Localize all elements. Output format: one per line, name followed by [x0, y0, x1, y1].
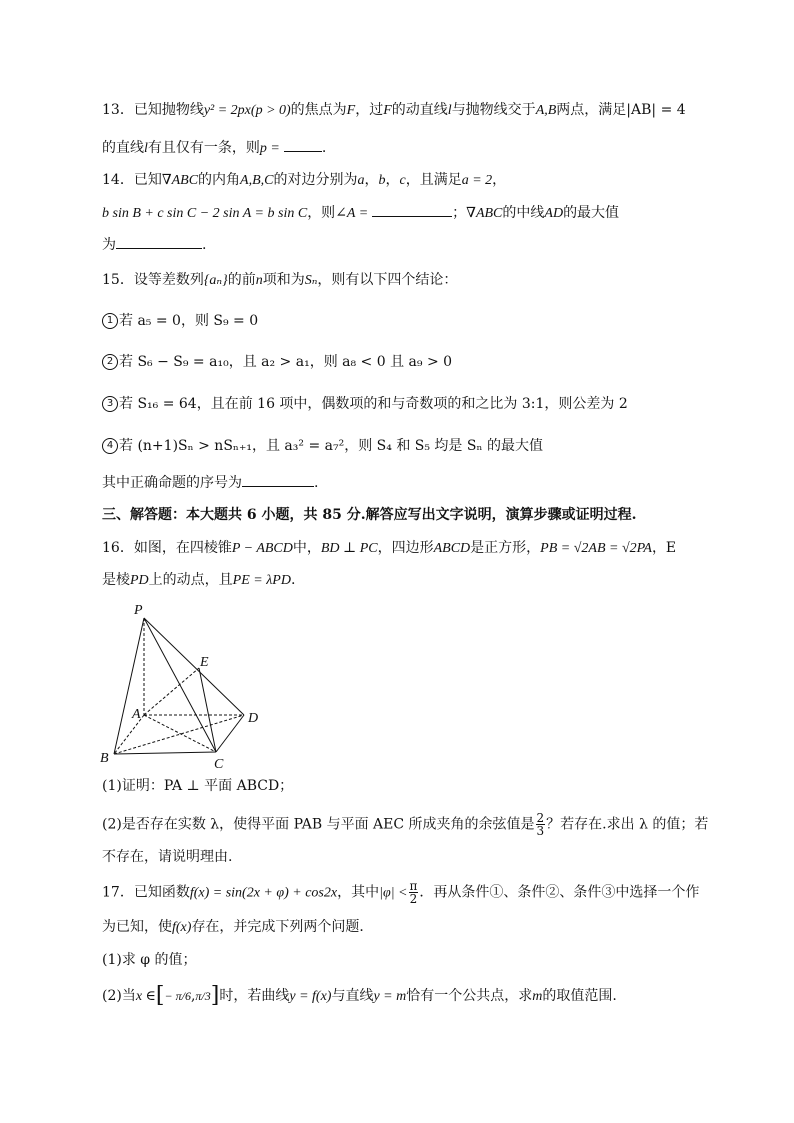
q14-text: 的对边分别为: [273, 172, 358, 188]
q15-text: 其中正确命题的序号为: [102, 475, 242, 491]
q15-text: .: [314, 475, 319, 491]
line-label: y = m: [373, 989, 407, 1004]
q15-conclusion-4: [102, 436, 704, 456]
q14-line2: [102, 202, 704, 224]
q17-text: 的取值范围.: [542, 988, 617, 1004]
q17-text: 存在，并完成下列两个问题．: [191, 919, 374, 935]
q16-text: 是棱: [102, 572, 130, 588]
q17-text: 为已知，使: [102, 919, 172, 935]
q16-text: 是正方形，: [470, 540, 541, 556]
label-C: C: [214, 757, 224, 772]
fraction-two-thirds: [536, 812, 546, 837]
q16-text: 上的动点，且: [148, 572, 233, 588]
edge-PB: [114, 618, 144, 754]
q13-text: .: [321, 140, 327, 156]
conclusion-text: ，且 a₂ > a₁，则 a₈ < 0 且 a₉ > 0: [228, 354, 453, 370]
median-label: AD: [544, 206, 564, 221]
label-E: E: [200, 655, 209, 670]
q16-part1: (1)证明：PA ⊥ 平面 ABCD；: [102, 778, 294, 794]
q17-line2: [102, 917, 704, 938]
edge-AE: [144, 668, 199, 715]
q17-text: 时，若曲线: [219, 988, 290, 1004]
pyramid-label: P − ABCD: [231, 541, 293, 556]
q17-part1: (1)求 φ 的值；: [102, 952, 197, 968]
q14-text: ，则: [307, 205, 336, 221]
circled-3: 3: [102, 396, 118, 412]
q15-conclude: [102, 472, 704, 493]
q15-text: ，则有以下四个结论：: [317, 272, 458, 288]
label-D: D: [248, 711, 259, 726]
label-B: B: [100, 751, 109, 766]
x-in-label: x ∈: [135, 989, 156, 1004]
curve-label: y = f(x): [289, 989, 332, 1004]
phi-condition: |φ| <: [379, 885, 408, 901]
q16-text: ，E: [651, 540, 677, 556]
q14-line1: 14．已知∇ABC的内角A,B,C的对边分别为a，b，c，且满足a = 2，: [102, 172, 507, 188]
fraction-denominator: 2: [409, 892, 418, 906]
circled-4: 4: [102, 438, 118, 454]
answer-blank-1: [372, 202, 452, 217]
q16-text: ，四边形: [377, 540, 434, 556]
right-bracket: ]: [210, 983, 220, 1008]
edge-AC: [144, 715, 216, 752]
q13-line2: [102, 137, 704, 159]
q16-text: 中，: [292, 540, 321, 556]
function-definition: f(x) = sin(2x + φ) + cos2x: [189, 885, 338, 901]
conclusion-text: 若 a₅ = 0，则 S₉ = 0: [119, 313, 259, 329]
circled-2: 2: [102, 354, 118, 370]
q13-text: 有且仅有一条，则: [147, 140, 260, 156]
sn-label: Sₙ: [304, 273, 318, 288]
n-label: n: [255, 273, 263, 288]
edge-CD: [216, 715, 244, 752]
q15-conclusion-2: [102, 352, 704, 372]
answer-blank: [242, 472, 314, 487]
fraction-pi-over-2: [409, 880, 419, 905]
angle-a-label: ∠A =: [335, 206, 369, 221]
chord-length: |AB| = 4: [626, 102, 686, 118]
conclusion-text: ，则 S₄ 和 S₅ 均是 Sₙ 的最大值: [344, 438, 543, 454]
fraction-numerator: π: [409, 879, 418, 893]
focus-label: F: [383, 103, 392, 118]
edge-EC: [199, 668, 216, 752]
triangle-label: ∇ABC: [161, 173, 199, 188]
q14-text: .: [202, 237, 207, 253]
q17-text: 与直线: [331, 988, 374, 1004]
q17-text: ，其中: [337, 884, 380, 901]
q17-text: (2)当: [102, 988, 136, 1004]
q17-line1: [102, 880, 704, 905]
q14-text: 14．已知: [102, 172, 162, 188]
q13-text: 的直线: [102, 140, 144, 156]
vector-relation: PE = λPD: [232, 573, 291, 588]
edge-PC: [144, 618, 216, 752]
angles-label: A,B,C: [240, 173, 274, 188]
length-relation: PB = √2AB = √2PA: [540, 541, 652, 556]
q14-text: 的中线: [502, 205, 545, 221]
conclusion-text: 若 S₁₆ = 64: [119, 396, 197, 412]
q15-conclusion-1: [102, 311, 704, 331]
q15-text: 15．设等差数列: [102, 272, 204, 288]
q13-text: 13．已知抛物线: [102, 102, 204, 118]
q16-line2: [102, 570, 704, 591]
left-bracket: [: [155, 983, 165, 1008]
q13-text: 与抛物线交于: [451, 102, 536, 118]
focus-label: F: [346, 103, 356, 118]
line-label: l: [447, 103, 452, 118]
q16-part2-line2: 不存在，请说明理由.: [102, 849, 233, 865]
condition-a: a = 2: [461, 173, 493, 188]
side-b: b: [378, 173, 386, 188]
p-label: p =: [259, 141, 280, 156]
conclusion-text: ，且 a₃² = a₇²: [251, 438, 345, 454]
fx-label: f(x): [172, 920, 192, 935]
q13-text: 的焦点为: [290, 102, 347, 118]
q13-text: 的动直线: [391, 102, 448, 118]
q16-text: .: [290, 572, 296, 588]
circled-1: 1: [102, 313, 118, 329]
q15-text: 项和为: [262, 272, 305, 288]
sequence-label: {aₙ}: [203, 273, 228, 288]
q13-text: ，过: [355, 102, 384, 118]
edge-PD: [144, 618, 244, 715]
m-label: m: [532, 989, 543, 1004]
q16-text: (2)是否存在实数 λ，使得平面 PAB 与平面 AEC 所成夹角的余弦值是: [102, 816, 535, 833]
side-a: a: [357, 173, 365, 188]
fraction-numerator: 2: [536, 811, 545, 825]
square-label: ABCD: [433, 541, 471, 556]
triangle-label: ∇ABC: [466, 206, 503, 221]
conclusion-text: 若 S₆ − S₉ = a₁₀: [119, 354, 229, 370]
side-c: c: [399, 173, 406, 188]
q14-text: 的最大值: [563, 205, 620, 221]
section-heading: 三、解答题：本大题共 6 小题，共 85 分.解答应写出文字说明，演算步骤或证明过程.: [102, 507, 637, 523]
label-P: P: [134, 603, 143, 618]
perpendicular-condition: BD ⊥ PC: [320, 541, 378, 556]
points-label: A,B: [535, 103, 557, 118]
q16-text: ？若存在.求出 λ 的值；若: [546, 816, 709, 833]
label-A: A: [132, 707, 141, 722]
conclusion-text: ，且在前 16 项中，偶数项的和与奇数项的和之比为 3:1，则公差为 2: [196, 396, 628, 412]
q16-text: 16．如图，在四棱锥: [102, 540, 232, 556]
conclusion-text: 若 (n+1)Sₙ > nSₙ₊₁: [119, 438, 252, 454]
pyramid-figure: [96, 596, 276, 772]
q17-text: ．再从条件①、条件②、条件③中选择一个作: [419, 884, 700, 901]
q14-text: ，: [492, 172, 507, 188]
parabola-equation: y² = 2px(p > 0): [203, 103, 291, 118]
q17-text: 恰有一个公共点，求: [406, 988, 533, 1004]
q15-text: 的前: [227, 272, 256, 288]
q17-text: 17．已知函数: [102, 884, 190, 901]
sine-equation: b sin B + c sin C − 2 sin A = b sin C: [102, 206, 308, 221]
line-label: l: [144, 141, 148, 156]
q15-conclusion-3: [102, 394, 704, 414]
interval-lower: − π/6: [164, 989, 191, 1003]
edge-BC: [114, 752, 216, 754]
q17-part2: (2)当x ∈[− π/6,π/3]时，若曲线y = f(x)与直线y = m恰有一个公共点，求m的取值范围.: [102, 983, 617, 1008]
q13-line1: [102, 100, 704, 121]
edge-label: PD: [130, 573, 149, 588]
q13-text: 两点，满足: [556, 102, 627, 118]
answer-blank-2: [116, 234, 202, 249]
q14-text: 的内角: [198, 172, 241, 188]
q14-text: ；: [452, 205, 467, 221]
answer-blank: [284, 137, 322, 152]
q14-line3: [102, 234, 704, 255]
q16-line1: [102, 538, 704, 559]
q14-text: 为: [102, 237, 116, 253]
interval-upper: π/3: [195, 989, 211, 1003]
q16-part2-line1: [102, 811, 709, 838]
fraction-denominator: 3: [536, 824, 545, 838]
q15-intro: [102, 270, 704, 291]
q14-text: ，且满足: [405, 172, 462, 188]
